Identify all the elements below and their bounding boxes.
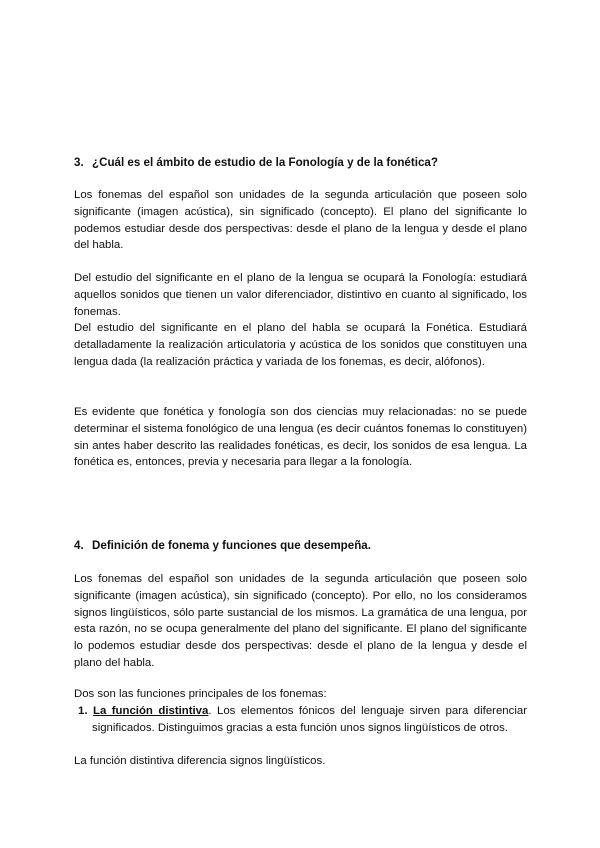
heading-text: ¿Cuál es el ámbito de estudio de la Fonología y de la fonética? (92, 156, 438, 169)
heading-text: Definición de fonema y funciones que desempeña. (92, 539, 371, 552)
section-4-paragraph-2: Dos son las funciones principales de los fonemas: (74, 688, 327, 700)
section-3-paragraph-1: Los fonemas del español son unidades de la segunda articulación que poseen solo significante (imagen acústica), sin significado (concepto). El plano del significante lo podemos estudiar desde dos perspectivas: desde el plano de la lengua y desde el plano del habla. (74, 189, 527, 252)
section-3-paragraph-3: Del estudio del significante en el plano del habla se ocupará la Fonética. Estudiará detalladamente la realización articulatoria y acústica de los sonidos que constituyen una lengua dada (la realización práctica y variada de los fonemas, es decir, alófonos). (74, 322, 527, 368)
section-3-paragraph-2: Del estudio del significante en el plano de la lengua se ocupará la Fonología: estudiará aquellos sonidos que tienen un valor diferenciador, distintivo en cuanto al significado, los fonemas. (74, 272, 527, 318)
section-4-paragraph-3: La función distintiva diferencia signos lingüísticos. (74, 755, 326, 767)
heading-number: 3. (74, 156, 84, 169)
section-4-paragraph-1: Los fonemas del español son unidades de la segunda articulación que poseen solo significante (imagen acústica), sin significado (concepto). Por ello, no los consideramos signos lingüísticos, sólo parte sustancial de los mismos. La gramática de una lengua, por esta razón, no se ocupa generalmente del plano del significante. El plano del significante lo podemos estudiar desde dos perspectivas: desde el plano de la lengua y desde el plano del habla. (74, 573, 527, 669)
section-3-paragraph-4: Es evidente que fonética y fonología son dos ciencias muy relacionadas: no se puede determinar el sistema fonológico de una lengua (es decir cuántos fonemas lo constituyen) sin antes haber descrito las realidades fonéticas, es decir, los sonidos de esa lengua. La fonética es, entonces, previa y necesaria para llegar a la fonología. (74, 406, 527, 469)
heading-number: 4. (74, 539, 84, 552)
function-list-item-1 (74, 703, 527, 737)
section-4-heading (74, 538, 527, 555)
function-label: La función distintiva (92, 705, 209, 717)
section-3-heading (74, 155, 527, 172)
function-description: . Los elementos fónicos del lenguaje sirven para diferenciar significados. Distinguimos gracias a esta función unos signos lingüísticos de otros. (92, 705, 527, 734)
list-number: 1. (78, 705, 88, 717)
